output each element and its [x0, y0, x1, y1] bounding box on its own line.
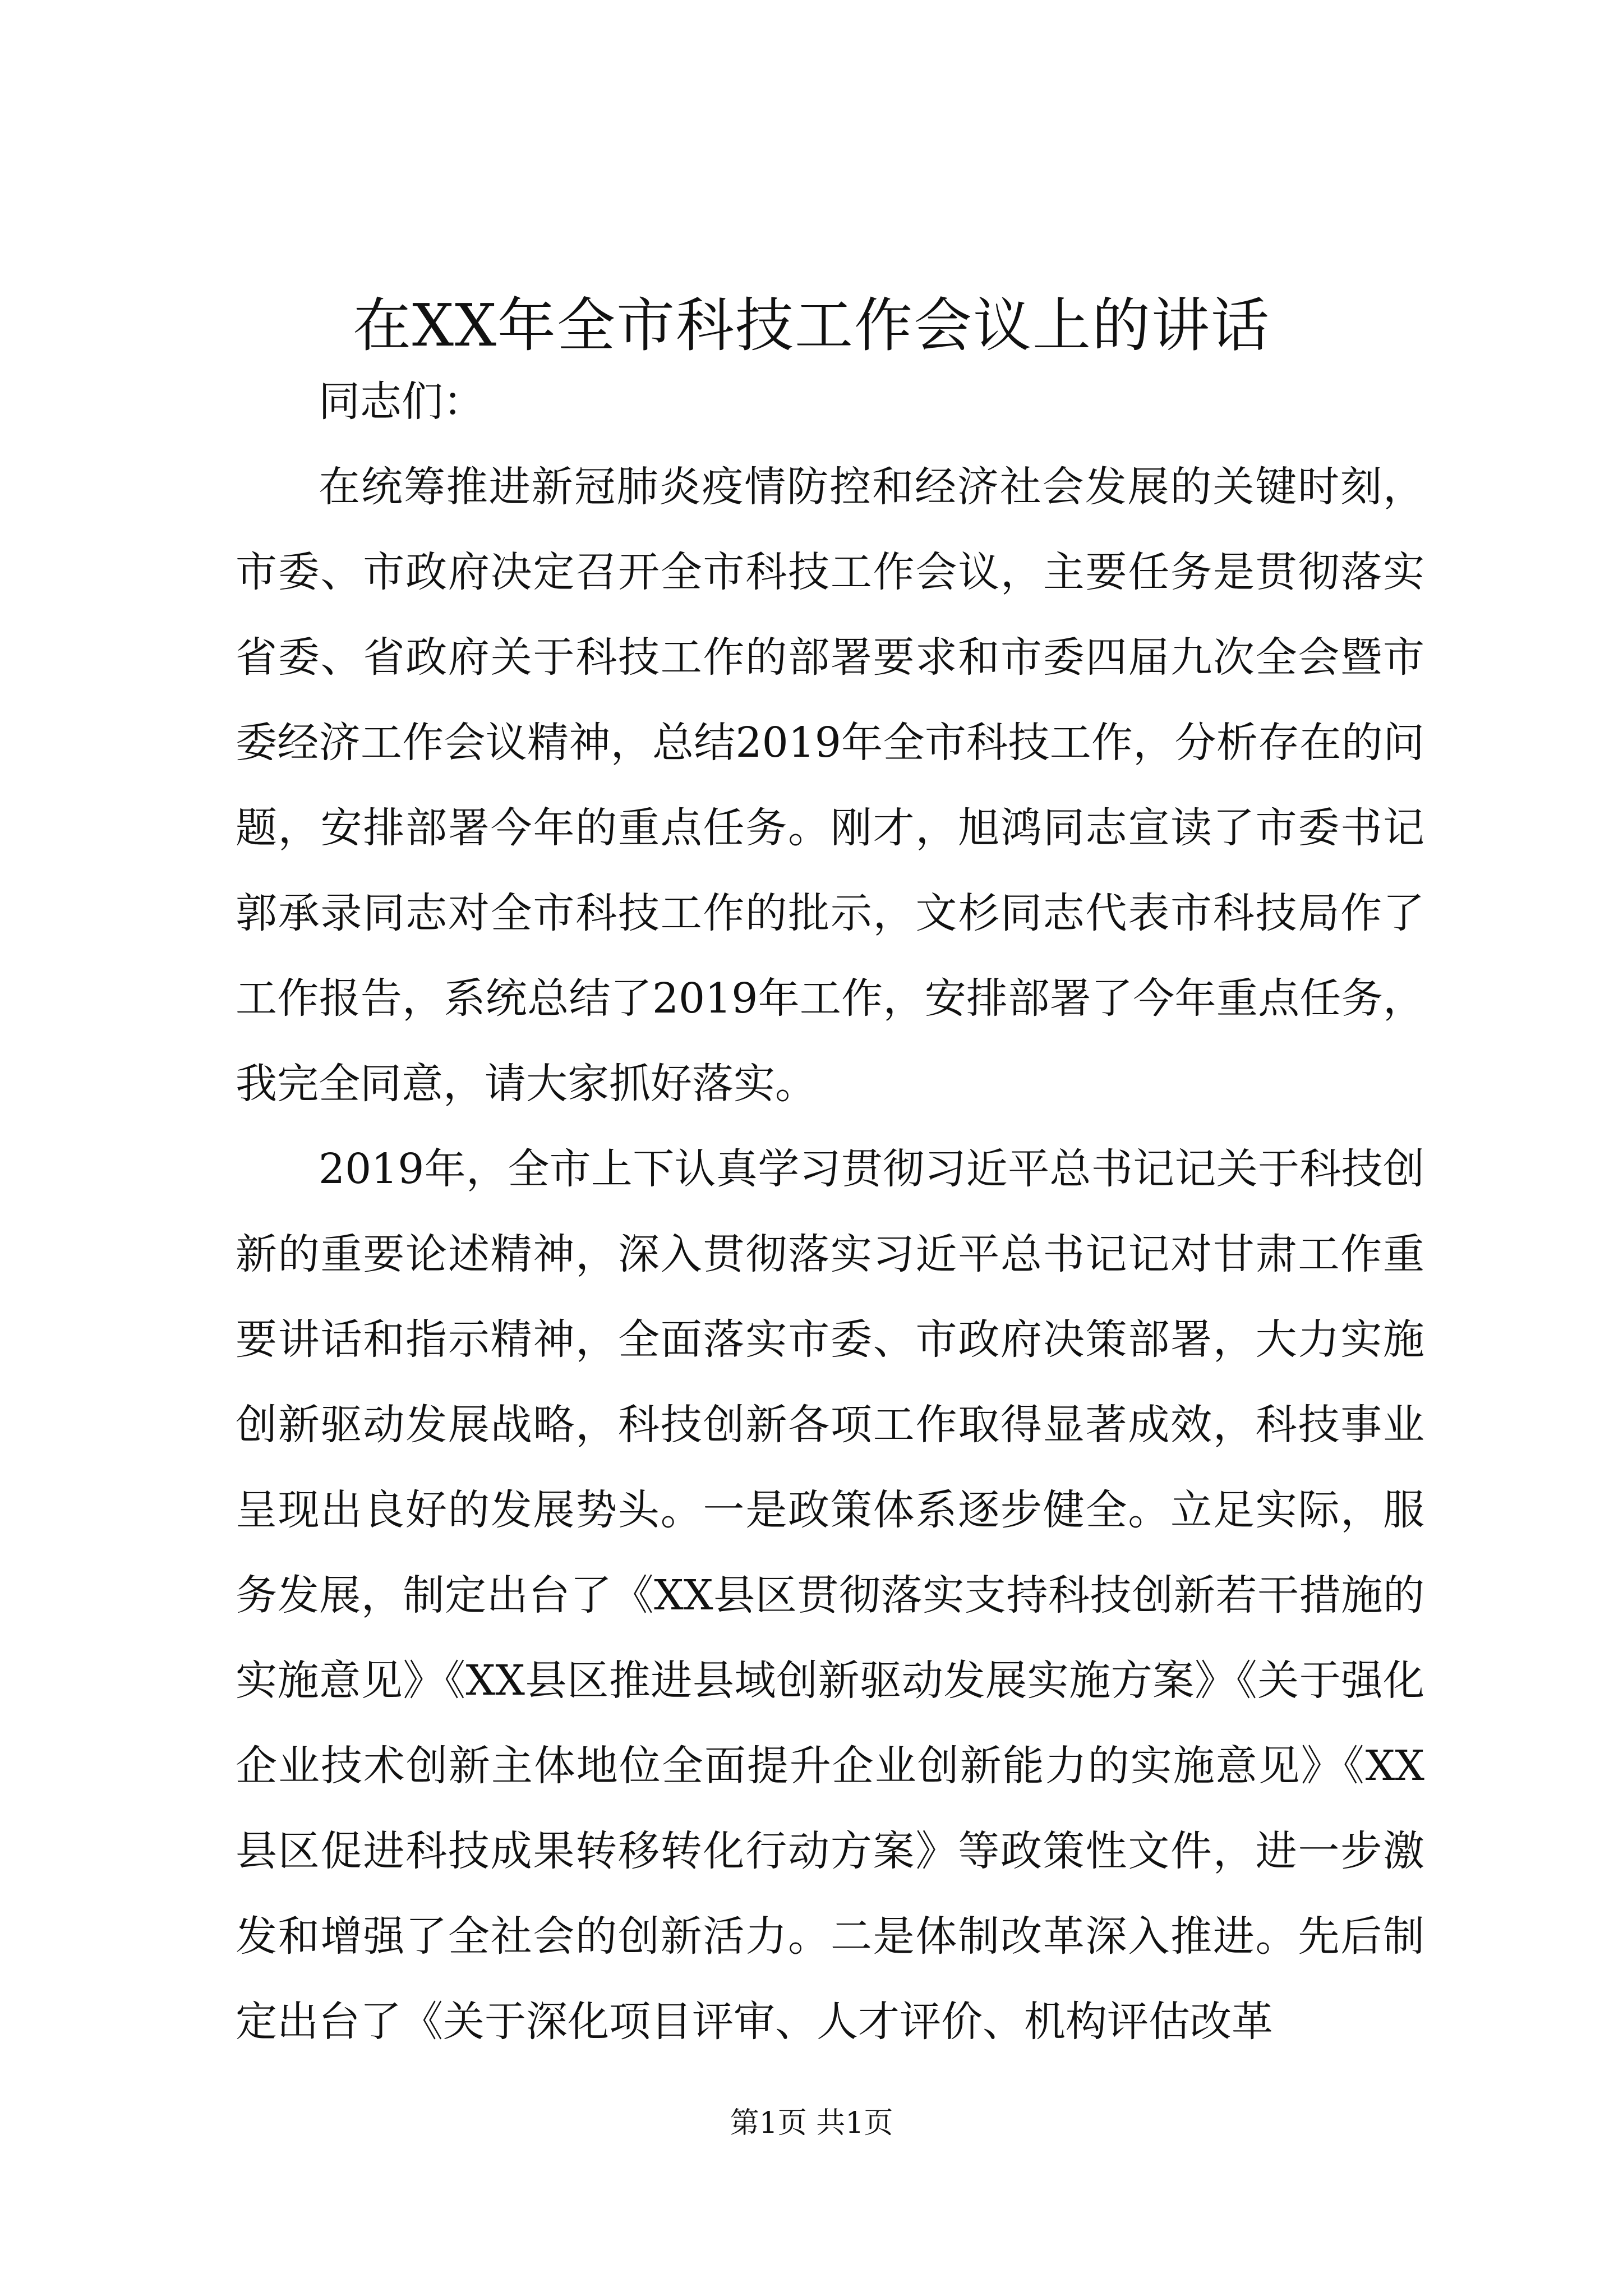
paragraph-2: 2019年，全市上下认真学习贯彻习近平总书记记关于科技创新的重要论述精神，深入贯彻落实习近平总书记记对甘肃工作重要讲话和指示精神，全面落实市委、市政府决策部署，大力实施创新驱动发展战略，科技创新各项工作取得显著成效，科技事业呈现出良好的发展势头。一是政策体系逐步健全。立足实际，服务发展，制定出台了《XX县区贯彻落实支持科技创新若干措施的实施意见》《XX县区推进县域创新驱动发展实施方案》《关于强化企业技术创新主体地位全面提升企业创新能力的实施意见》《XX县区促进科技成果转移转化行动方案》等政策性文件，进一步激发和增强了全社会的创新活力。二是体制改革深入推进。先后制定出台了《关于深化项目评审、人才评价、机构评估改革 [236, 1145, 1424, 2046]
document-title: 在XX年全市科技工作会议上的讲话 [352, 291, 1271, 360]
salutation: 同志们： [319, 378, 485, 426]
page-footer: 第1页 共1页 [730, 2106, 893, 2140]
paragraph-1: 在统筹推进新冠肺炎疫情防控和经济社会发展的关键时刻，市委、市政府决定召开全市科技工作会议，主要任务是贯彻落实省委、省政府关于科技工作的部署要求和市委四届九次全会暨市委经济工作会议精神，总结2019年全市科技工作，分析存在的问题，安排部署今年的重点任务。刚才，旭鸿同志宣读了市委书记郭承录同志对全市科技工作的批示，文杉同志代表市科技局作了工作报告，系统总结了2019年工作，安排部署了今年重点任务，我完全同意，请大家抓好落实。 [236, 463, 1424, 1108]
document-body [236, 359, 1424, 2064]
